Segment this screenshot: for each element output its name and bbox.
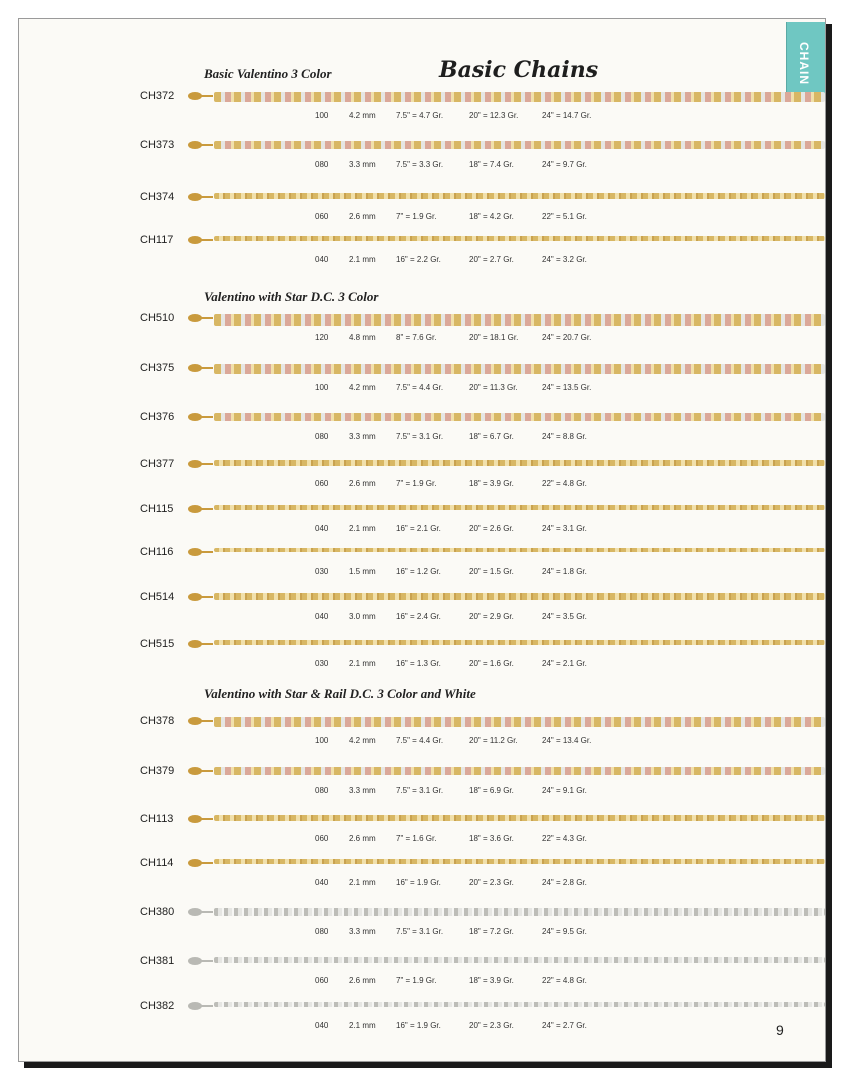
chain-length-1: 16" = 2.1 Gr. [396,524,441,533]
chain-length-2: 18" = 3.6 Gr. [469,834,514,843]
chain-mm: 4.2 mm [349,736,376,745]
chain-length-1: 7.5" = 4.7 Gr. [396,111,444,120]
chain-code: CH382 [140,1000,175,1012]
chain-length-1: 7.5" = 3.1 Gr. [396,927,444,936]
chain-row [19,999,825,1039]
chain-row [19,764,825,804]
chain-length-3: 22" = 4.8 Gr. [542,976,587,985]
chain-row [19,502,825,542]
chain-length-3: 24" = 9.5 Gr. [542,927,587,936]
chain-code: CH372 [140,90,175,102]
chain-row [19,545,825,585]
chain-row [19,311,825,351]
lobster-clasp-icon [187,592,213,602]
chain-code: CH116 [140,546,174,558]
chain-row [19,190,825,230]
chain-length-2: 20" = 2.3 Gr. [469,1021,514,1030]
chain-mm: 4.2 mm [349,111,376,120]
chain-length-1: 16" = 1.9 Gr. [396,878,441,887]
chain-code: CH375 [140,362,175,374]
chain-length-2: 20" = 2.6 Gr. [469,524,514,533]
chain-length-2: 18" = 7.2 Gr. [469,927,514,936]
chain-width-code: 040 [315,878,329,887]
chain-code: CH374 [140,191,175,203]
chain-code: CH515 [140,638,175,650]
chain-code: CH381 [140,955,175,967]
lobster-clasp-icon [187,412,213,422]
chain-row [19,457,825,497]
chain-length-2: 20" = 11.2 Gr. [469,736,518,745]
chain-width-code: 100 [315,111,329,120]
chain-mm: 4.2 mm [349,383,376,392]
chain-image [214,767,825,775]
chain-row [19,812,825,852]
chain-width-code: 100 [315,383,329,392]
chain-width-code: 060 [315,212,329,221]
chain-mm: 2.1 mm [349,255,376,264]
chain-image [214,859,825,864]
chain-image [214,548,825,552]
chain-length-2: 18" = 3.9 Gr. [469,479,514,488]
lobster-clasp-icon [187,1001,213,1011]
chain-row [19,856,825,896]
lobster-clasp-icon [187,858,213,868]
chain-tab-label: CHAIN [797,42,811,85]
chain-width-code: 040 [315,524,329,533]
chain-length-3: 24" = 3.2 Gr. [542,255,587,264]
chain-row [19,590,825,630]
chain-width-code: 060 [315,834,329,843]
chain-length-2: 18" = 3.9 Gr. [469,976,514,985]
chain-length-2: 20" = 1.5 Gr. [469,567,514,576]
chain-image [214,593,825,600]
chain-length-1: 7.5" = 3.1 Gr. [396,786,444,795]
chain-image [214,505,825,510]
chain-mm: 2.6 mm [349,834,376,843]
lobster-clasp-icon [187,363,213,373]
chain-mm: 2.1 mm [349,1021,376,1030]
chain-image [214,640,825,645]
chain-width-code: 120 [315,333,329,342]
chain-image [214,92,825,102]
chain-length-1: 16" = 2.4 Gr. [396,612,441,621]
chain-mm: 3.3 mm [349,432,376,441]
chain-length-1: 7.5" = 3.1 Gr. [396,432,444,441]
chain-length-2: 20" = 2.7 Gr. [469,255,514,264]
chain-row [19,89,825,129]
chain-code: CH377 [140,458,175,470]
chain-length-3: 24" = 2.1 Gr. [542,659,587,668]
chain-length-3: 24" = 20.7 Gr. [542,333,592,342]
chain-mm: 2.1 mm [349,878,376,887]
chain-length-3: 24" = 2.8 Gr. [542,878,587,887]
chain-code: CH113 [140,813,174,825]
chain-length-1: 16" = 2.2 Gr. [396,255,441,264]
chain-length-2: 20" = 1.6 Gr. [469,659,514,668]
chain-width-code: 060 [315,479,329,488]
chain-row [19,954,825,994]
chain-width-code: 030 [315,659,329,668]
chain-length-3: 24" = 9.7 Gr. [542,160,587,169]
chain-row [19,410,825,450]
section-heading: Valentino with Star & Rail D.C. 3 Color and White [204,686,476,701]
chain-code: CH379 [140,765,175,777]
chain-length-3: 24" = 2.7 Gr. [542,1021,587,1030]
chain-width-code: 080 [315,160,329,169]
chain-mm: 2.6 mm [349,976,376,985]
chain-length-1: 16" = 1.3 Gr. [396,659,441,668]
chain-length-1: 8" = 7.6 Gr. [396,333,437,342]
chain-image [214,815,825,821]
chain-mm: 2.1 mm [349,524,376,533]
chain-length-3: 24" = 9.1 Gr. [542,786,587,795]
chain-mm: 3.3 mm [349,786,376,795]
chain-length-3: 22" = 5.1 Gr. [542,212,587,221]
lobster-clasp-icon [187,639,213,649]
lobster-clasp-icon [187,192,213,202]
chain-length-1: 7" = 1.9 Gr. [396,976,437,985]
chain-row [19,637,825,677]
chain-length-2: 18" = 4.2 Gr. [469,212,514,221]
chain-length-1: 7" = 1.9 Gr. [396,212,437,221]
chain-row [19,233,825,273]
chain-image [214,141,825,149]
chain-length-2: 20" = 12.3 Gr. [469,111,519,120]
chain-image [214,413,825,421]
chain-mm: 2.6 mm [349,212,376,221]
chain-length-2: 18" = 6.9 Gr. [469,786,514,795]
page-number: 9 [776,1022,784,1038]
chain-image [214,908,825,916]
section-heading: Basic Valentino 3 Color [204,66,332,81]
chain-row [19,138,825,178]
chain-length-2: 20" = 2.9 Gr. [469,612,514,621]
chain-image [214,314,825,326]
chain-code: CH115 [140,503,174,515]
section-heading: Valentino with Star D.C. 3 Color [204,289,379,304]
chain-width-code: 100 [315,736,329,745]
chain-row [19,714,825,754]
lobster-clasp-icon [187,313,213,323]
chain-width-code: 030 [315,567,329,576]
chain-length-3: 24" = 1.8 Gr. [542,567,587,576]
chain-width-code: 040 [315,1021,329,1030]
lobster-clasp-icon [187,140,213,150]
chain-image [214,717,825,727]
chain-mm: 2.1 mm [349,659,376,668]
chain-code: CH380 [140,906,175,918]
page-title: Basic Chains [439,57,599,83]
chain-row [19,361,825,401]
chain-image [214,236,825,241]
chain-width-code: 080 [315,927,329,936]
chain-code: CH510 [140,312,175,324]
lobster-clasp-icon [187,504,213,514]
chain-length-1: 7.5" = 3.3 Gr. [396,160,444,169]
chain-row [19,905,825,945]
chain-length-3: 24" = 13.5 Gr. [542,383,592,392]
chain-mm: 1.5 mm [349,567,376,576]
chain-length-3: 24" = 13.4 Gr. [542,736,592,745]
chain-length-1: 7" = 1.9 Gr. [396,479,437,488]
chain-length-1: 16" = 1.2 Gr. [396,567,441,576]
chain-length-3: 24" = 8.8 Gr. [542,432,587,441]
chain-length-3: 24" = 3.1 Gr. [542,524,587,533]
chain-mm: 4.8 mm [349,333,376,342]
chain-length-3: 24" = 14.7 Gr. [542,111,592,120]
chain-mm: 3.3 mm [349,927,376,936]
chain-length-2: 20" = 11.3 Gr. [469,383,518,392]
lobster-clasp-icon [187,956,213,966]
chain-mm: 3.3 mm [349,160,376,169]
chain-length-3: 24" = 3.5 Gr. [542,612,587,621]
chain-width-code: 040 [315,255,329,264]
chain-image [214,1002,825,1007]
chain-code: CH514 [140,591,175,603]
chain-width-code: 060 [315,976,329,985]
chain-mm: 3.0 mm [349,612,376,621]
chain-length-1: 7.5" = 4.4 Gr. [396,383,444,392]
chain-length-1: 7.5" = 4.4 Gr. [396,736,444,745]
lobster-clasp-icon [187,766,213,776]
chain-length-1: 7" = 1.6 Gr. [396,834,437,843]
chain-image [214,957,825,963]
chain-length-2: 20" = 18.1 Gr. [469,333,519,342]
chain-image [214,460,825,466]
catalog-page [18,18,826,1062]
chain-image [214,364,825,374]
lobster-clasp-icon [187,814,213,824]
chain-length-1: 16" = 1.9 Gr. [396,1021,441,1030]
chain-length-3: 22" = 4.8 Gr. [542,479,587,488]
chain-code: CH378 [140,715,175,727]
chain-length-2: 18" = 6.7 Gr. [469,432,514,441]
chain-image [214,193,825,199]
lobster-clasp-icon [187,907,213,917]
chain-length-2: 20" = 2.3 Gr. [469,878,514,887]
chain-mm: 2.6 mm [349,479,376,488]
lobster-clasp-icon [187,235,213,245]
lobster-clasp-icon [187,91,213,101]
lobster-clasp-icon [187,459,213,469]
chain-width-code: 080 [315,786,329,795]
chain-width-code: 080 [315,432,329,441]
chain-code: CH117 [140,234,174,246]
lobster-clasp-icon [187,716,213,726]
chain-width-code: 040 [315,612,329,621]
chain-length-3: 22" = 4.3 Gr. [542,834,587,843]
chain-code: CH114 [140,857,174,869]
chain-code: CH376 [140,411,175,423]
chain-length-2: 18" = 7.4 Gr. [469,160,514,169]
chain-code: CH373 [140,139,175,151]
lobster-clasp-icon [187,547,213,557]
